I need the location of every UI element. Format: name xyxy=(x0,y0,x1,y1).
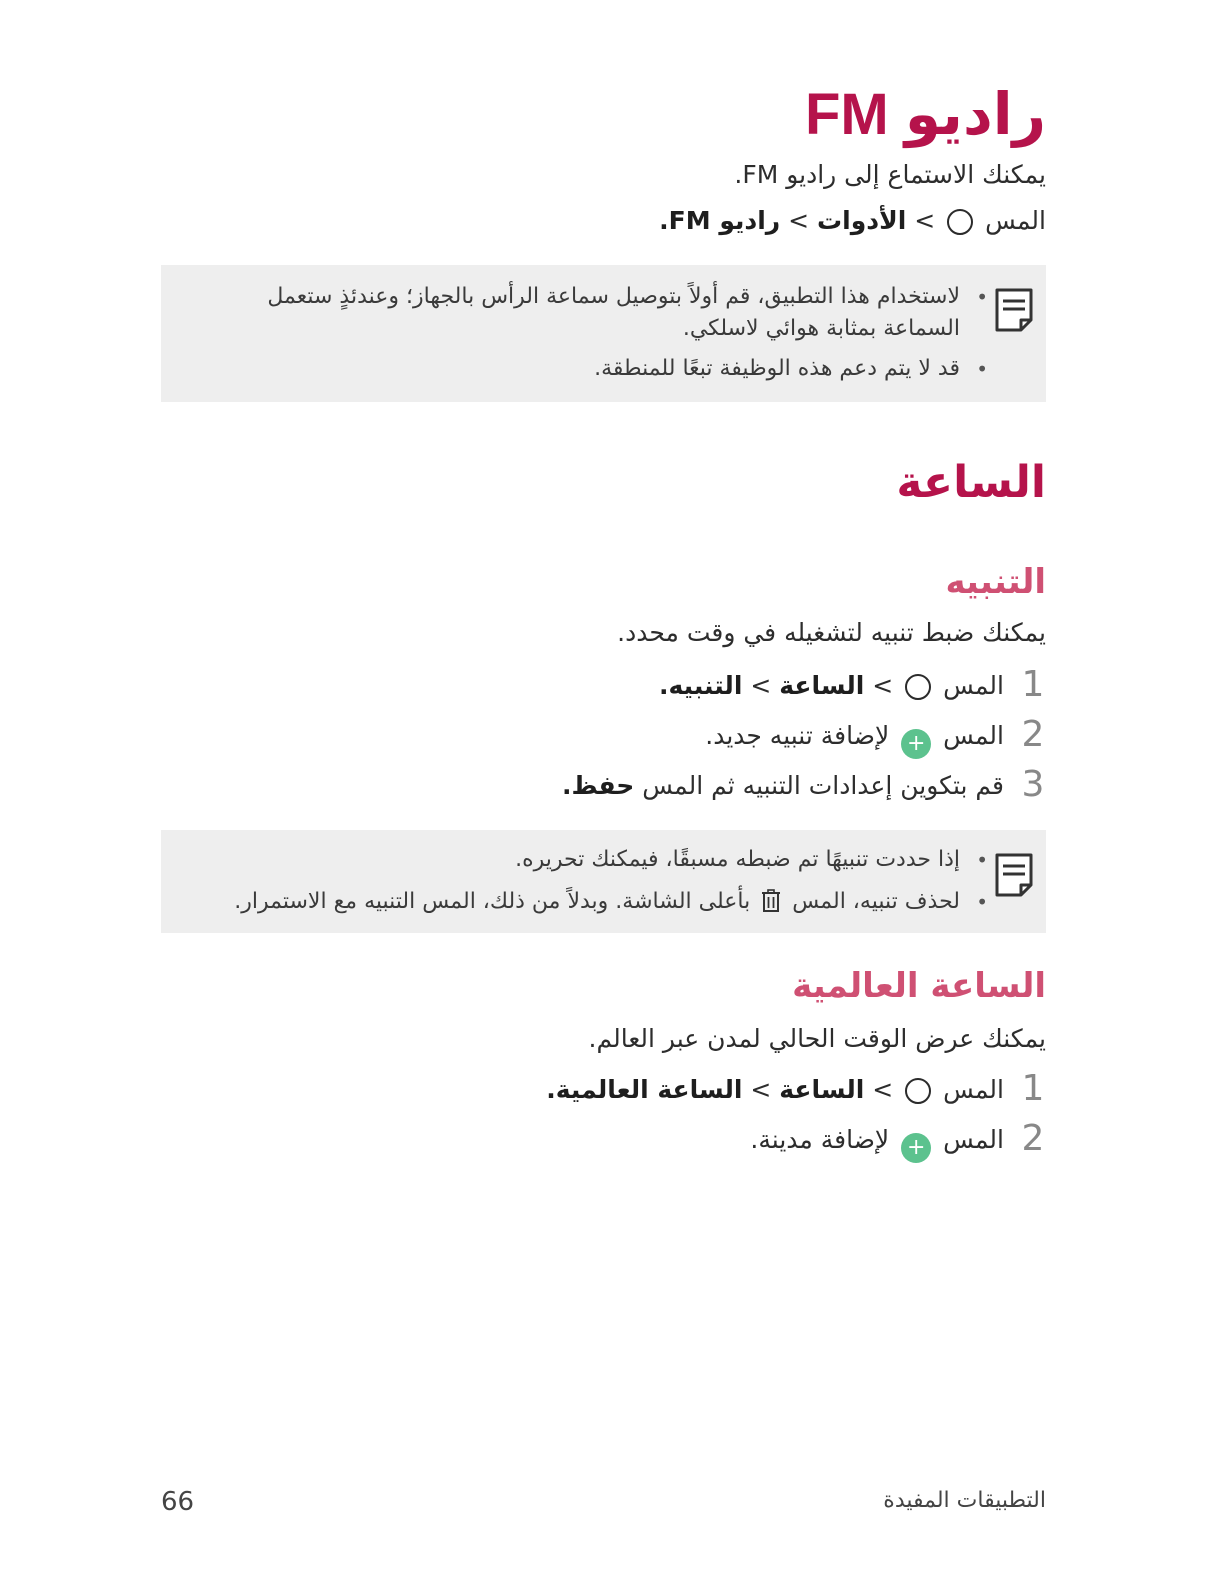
alarm-step-3 xyxy=(161,764,1046,807)
fm-note-item1-line1: لاستخدام هذا التطبيق، قم أولاً بتوصيل سماعة الرأس بالجهاز؛ وعندئذٍ ستعمل xyxy=(267,284,960,309)
world-step-2 xyxy=(161,1118,1046,1161)
step-desc: لإضافة مدينة. xyxy=(750,1125,890,1154)
bullet: • xyxy=(976,357,988,381)
world-clock-intro: يمكنك عرض الوقت الحالي لمدن عبر العالم. xyxy=(588,1024,1046,1053)
fm-path-tools: الأدوات xyxy=(817,206,907,235)
step-text xyxy=(705,719,1004,759)
step-tap: المس xyxy=(943,1125,1004,1154)
step-text xyxy=(750,1123,1004,1163)
alarm-intro: يمكنك ضبط تنبيه لتشغيله في وقت محدد. xyxy=(617,618,1046,647)
alarm-note-item xyxy=(177,886,988,918)
fm-note-item xyxy=(177,353,988,385)
alarm-note-item2b: بأعلى الشاشة. وبدلاً من ذلك، المس التنبيه مع الاستمرار. xyxy=(234,889,751,914)
fm-path-radio: راديو FM xyxy=(668,206,781,235)
step-text xyxy=(562,769,1004,803)
plus-icon: + xyxy=(901,729,931,759)
step-sep: > xyxy=(750,671,772,700)
step-number: 2 xyxy=(1021,714,1045,755)
fm-radio-title: راديو FM xyxy=(804,82,1046,147)
step-text xyxy=(659,669,1004,703)
step-end: . xyxy=(658,671,669,700)
step-alarm: التنبيه xyxy=(668,671,743,700)
step-clock: الساعة xyxy=(779,1075,865,1104)
fm-path-end: . xyxy=(659,206,669,235)
step-number: 2 xyxy=(1021,1118,1045,1159)
fm-path-tap: المس xyxy=(985,206,1046,235)
fm-path-sep2: > xyxy=(788,206,810,235)
step-sep: > xyxy=(750,1075,772,1104)
plus-icon: + xyxy=(901,1133,931,1163)
clock-title: الساعة xyxy=(896,457,1046,508)
bullet: • xyxy=(976,890,988,914)
alarm-note-list xyxy=(177,844,988,918)
alarm-note-box xyxy=(161,830,1046,933)
step-world-clock: الساعة العالمية xyxy=(555,1075,743,1104)
note-icon xyxy=(994,852,1034,898)
fm-note-item1-line2: السماعة بمثابة هوائي لاسلكي. xyxy=(682,316,960,341)
step-tap: المس xyxy=(943,721,1004,750)
home-circle-icon xyxy=(905,674,931,700)
step-tap: المس xyxy=(943,671,1004,700)
footer-section-title: التطبيقات المفيدة xyxy=(883,1488,1046,1513)
page-number: 66 xyxy=(161,1487,195,1517)
step-text xyxy=(546,1073,1004,1107)
step-end: . xyxy=(562,771,572,800)
step-tap: المس xyxy=(943,1075,1004,1104)
bullet: • xyxy=(976,848,988,872)
step-number: 1 xyxy=(1021,1068,1045,1109)
manual-page xyxy=(161,0,1046,1582)
bullet: • xyxy=(976,285,988,309)
step-sep: > xyxy=(872,1075,894,1104)
step-number: 3 xyxy=(1021,764,1045,805)
step-end: . xyxy=(546,1075,556,1104)
step-desc: لإضافة تنبيه جديد. xyxy=(705,721,890,750)
home-circle-icon xyxy=(905,1078,931,1104)
step-desc: قم بتكوين إعدادات التنبيه ثم المس xyxy=(642,771,1004,800)
fm-path xyxy=(659,204,1046,238)
note-icon xyxy=(994,287,1034,333)
fm-intro: يمكنك الاستماع إلى راديو FM. xyxy=(734,160,1046,189)
step-sep: > xyxy=(872,671,894,700)
alarm-step-2 xyxy=(161,714,1046,757)
step-number: 1 xyxy=(1021,664,1045,705)
alarm-step-1 xyxy=(161,664,1046,707)
alarm-note-item xyxy=(177,844,988,876)
world-clock-title: الساعة العالمية xyxy=(792,966,1046,1006)
alarm-note-item2a: لحذف تنبيه، المس xyxy=(792,889,960,914)
fm-note-item2: قد لا يتم دعم هذه الوظيفة تبعًا للمنطقة. xyxy=(594,356,960,381)
world-step-1 xyxy=(161,1068,1046,1111)
fm-note-box xyxy=(161,265,1046,402)
fm-note-item xyxy=(177,281,988,345)
step-save: حفظ xyxy=(571,771,635,800)
fm-note-list xyxy=(177,281,988,385)
alarm-title: التنبيه xyxy=(945,562,1046,602)
step-clock: الساعة xyxy=(779,671,865,700)
trash-icon xyxy=(761,889,781,913)
home-circle-icon xyxy=(947,209,973,235)
fm-path-sep1: > xyxy=(914,206,936,235)
alarm-note-item1: إذا حددت تنبيهًا تم ضبطه مسبقًا، فيمكنك تحريره. xyxy=(515,847,960,872)
